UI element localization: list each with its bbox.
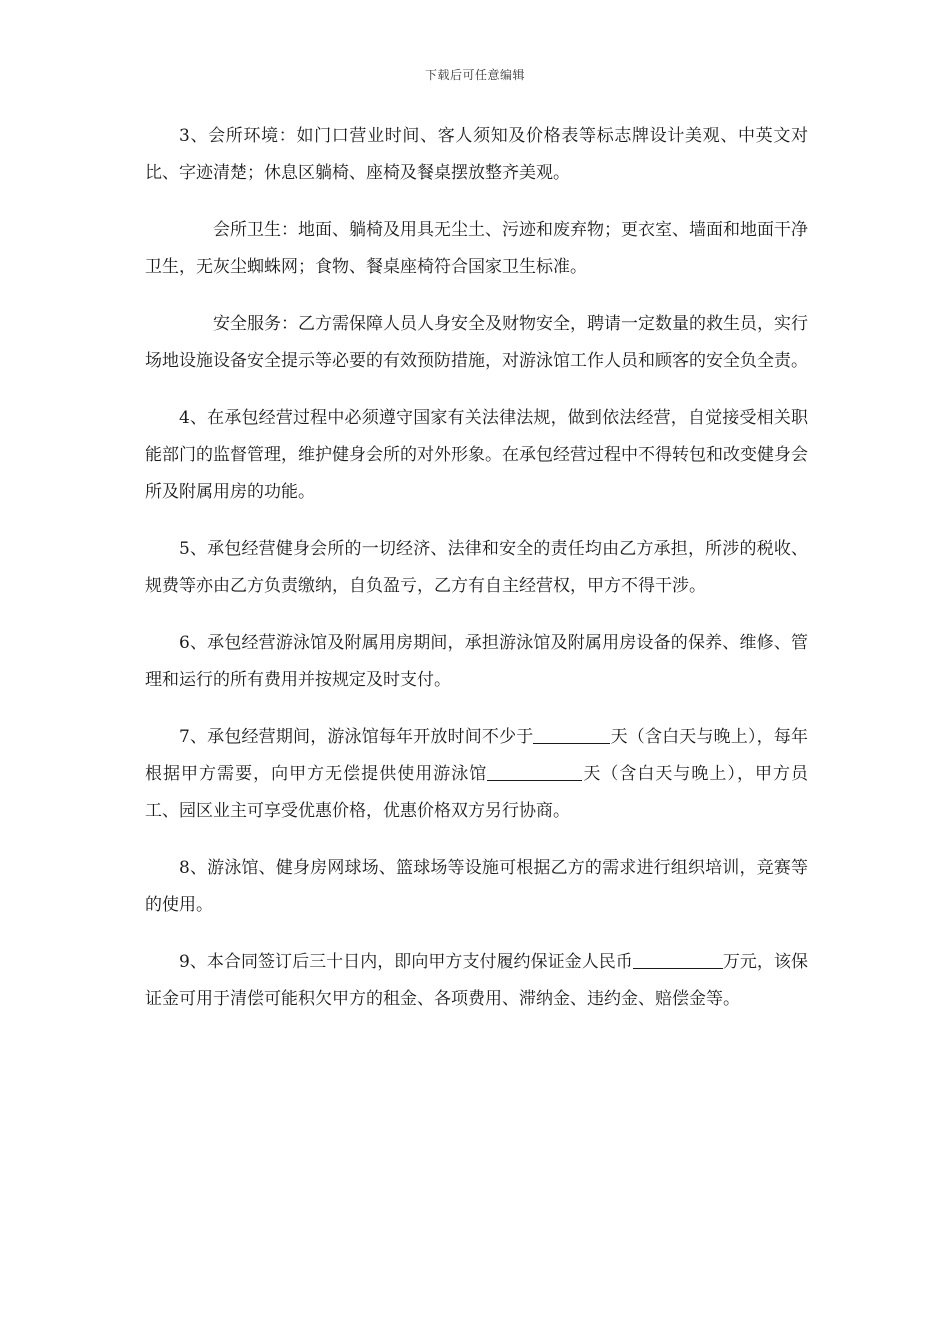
page-header: 下载后可任意编辑 bbox=[424, 68, 525, 82]
paragraph-safety: 安全服务：乙方需保障人员人身安全及财物安全，聘请一定数量的救生员，实行场地设施设备安全提示等必要的有效预防措施，对游泳馆工作人员和顾客的安全负全责。 bbox=[145, 314, 808, 371]
blank-deposit-amount bbox=[633, 950, 723, 969]
paragraph-8-facilities: 8、游泳馆、健身房网球场、篮球场等设施可根据乙方的需求进行组织培训，竞赛等的使用。 bbox=[145, 858, 808, 915]
paragraph-7-opening-days bbox=[145, 719, 808, 830]
paragraph-7-part2: 天（含白天与晚上），每年根据甲方需要，向甲方无偿提供使用游泳馆 bbox=[145, 727, 808, 784]
paragraph-5-responsibility: 5、承包经营健身会所的一切经济、法律和安全的责任均由乙方承担，所涉的税收、规费等亦由乙方负责缴纳，自负盈亏，乙方有自主经营权，甲方不得干涉。 bbox=[145, 539, 808, 596]
paragraph-7-part3: 天（含白天与晚上），甲方员工、园区业主可享受优惠价格，优惠价格双方另行协商。 bbox=[145, 764, 808, 821]
paragraph-9-part1: 9、本合同签订后三十日内，即向甲方支付履约保证金人民币 bbox=[179, 952, 633, 972]
paragraph-9-part2: 万元，该保证金可用于清偿可能积欠甲方的租金、各项费用、滞纳金、违约金、赔偿金等。 bbox=[145, 952, 808, 1009]
document-body bbox=[145, 118, 808, 1038]
paragraph-4-compliance: 4、在承包经营过程中必须遵守国家有关法律法规，做到依法经营，自觉接受相关职能部门的监督管理，维护健身会所的对外形象。在承包经营过程中不得转包和改变健身会所及附属用房的功能。 bbox=[145, 408, 808, 502]
paragraph-hygiene: 会所卫生：地面、躺椅及用具无尘土、污迹和废弃物；更衣室、墙面和地面干净卫生，无灰尘蜘蛛网；食物、餐桌座椅符合国家卫生标准。 bbox=[145, 220, 808, 277]
paragraph-3-environment: 3、会所环境：如门口营业时间、客人须知及价格表等标志牌设计美观、中英文对比、字迹清楚；休息区躺椅、座椅及餐桌摆放整齐美观。 bbox=[145, 126, 808, 183]
paragraph-9-deposit bbox=[145, 944, 808, 1018]
paragraph-7-part1: 7、承包经营期间，游泳馆每年开放时间不少于 bbox=[179, 727, 534, 747]
paragraph-6-maintenance: 6、承包经营游泳馆及附属用房期间，承担游泳馆及附属用房设备的保养、维修、管理和运行的所有费用并按规定及时支付。 bbox=[145, 633, 808, 690]
blank-free-use-days bbox=[487, 762, 582, 781]
blank-opening-days bbox=[533, 725, 610, 744]
